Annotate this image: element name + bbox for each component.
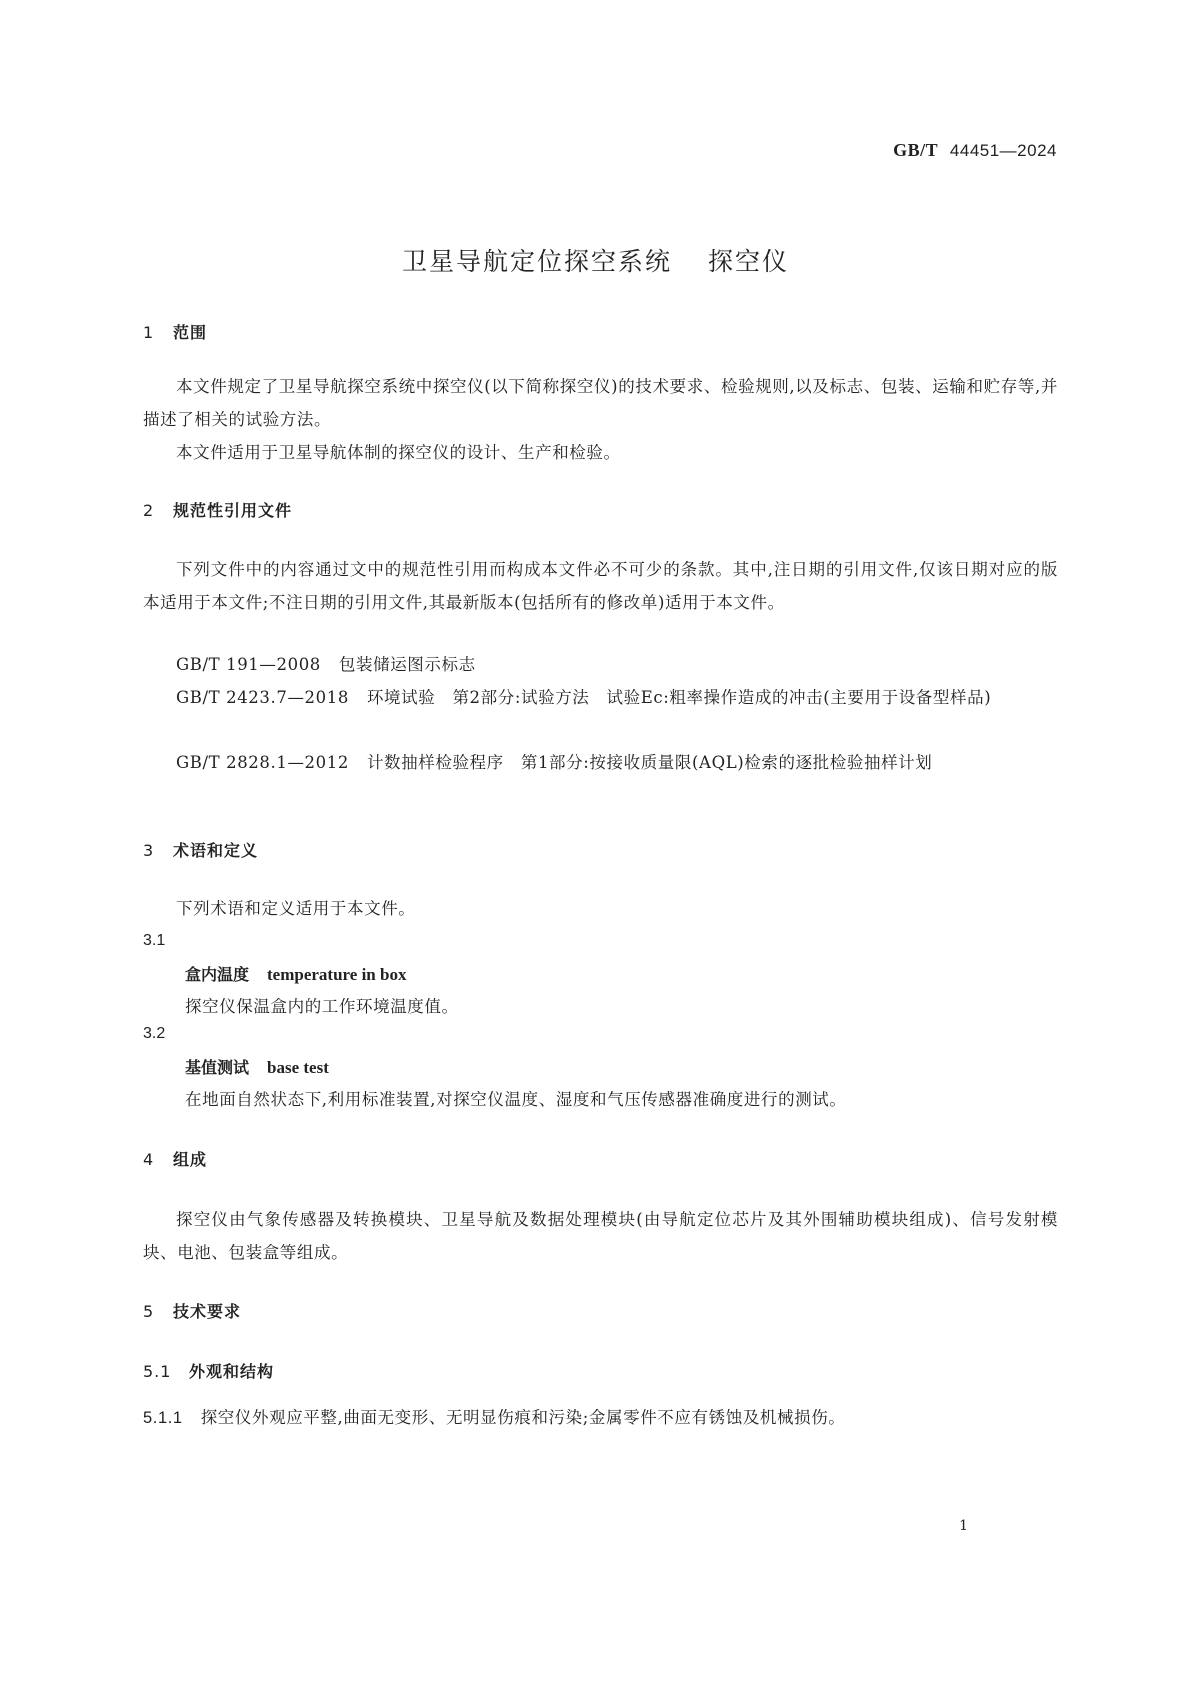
clause-number: 5.1.1 xyxy=(143,1409,183,1427)
term-heading xyxy=(185,1055,329,1078)
section-4-paragraph: 探空仪由气象传感器及转换模块、卫星导航及数据处理模块(由导航定位芯片及其外围辅助模块组成)、信号发射模块、电池、包装盒等组成。 xyxy=(143,1210,1058,1262)
term-zh: 盒内温度 xyxy=(185,965,250,984)
section-5-heading xyxy=(143,1299,241,1322)
term-number: 3.1 xyxy=(143,932,166,949)
clause-text: 探空仪外观应平整,曲面无变形、无明显伤痕和污染;金属零件不应有锈蚀及机械损伤。 xyxy=(200,1408,846,1427)
title-main: 卫星导航定位探空系统 xyxy=(401,247,672,276)
term-definition: 在地面自然状态下,利用标准装置,对探空仪温度、湿度和气压传感器准确度进行的测试。 xyxy=(185,1090,847,1109)
section-title: 范围 xyxy=(173,323,208,342)
section-number: 1 xyxy=(143,323,155,342)
page-number: 1 xyxy=(959,1518,968,1534)
section-number: 4 xyxy=(143,1150,155,1169)
section-number: 2 xyxy=(143,501,155,520)
subsection-title: 外观和结构 xyxy=(189,1362,275,1381)
term-en: base test xyxy=(267,1058,329,1077)
section-4-heading xyxy=(143,1147,207,1170)
reference-code: GB/T 2423.7—2018 xyxy=(176,688,349,707)
document-title xyxy=(0,242,1191,278)
reference-title: 环境试验 第2部分:试验方法 试验Ec:粗率操作造成的冲击(主要用于设备型样品) xyxy=(366,688,992,707)
section-title: 组成 xyxy=(173,1150,208,1169)
reference-title: 计数抽样检验程序 第1部分:按接收质量限(AQL)检索的逐批检验抽样计划 xyxy=(366,753,933,772)
standard-prefix: GB/T xyxy=(893,140,939,160)
section-1-paragraph-2: 本文件适用于卫星导航体制的探空仪的设计、生产和检验。 xyxy=(176,443,621,462)
section-2-paragraph: 下列文件中的内容通过文中的规范性引用而构成本文件必不可少的条款。其中,注日期的引用文件,仅该日期对应的版本适用于本文件;不注日期的引用文件,其最新版本(包括所有的修改单)适用于本文件。 xyxy=(143,560,1058,612)
section-2-heading xyxy=(143,498,292,521)
section-title: 技术要求 xyxy=(173,1302,242,1321)
section-1-paragraph-1: 本文件规定了卫星导航探空系统中探空仪(以下简称探空仪)的技术要求、检验规则,以及标志、包装、运输和贮存等,并描述了相关的试验方法。 xyxy=(143,377,1058,429)
term-zh: 基值测试 xyxy=(185,1058,250,1077)
section-title: 术语和定义 xyxy=(173,841,259,860)
reference-code: GB/T 191—2008 xyxy=(176,655,321,674)
section-number: 3 xyxy=(143,841,155,860)
section-number: 5 xyxy=(143,1302,155,1321)
section-3-heading xyxy=(143,838,258,861)
reference-title: 包装储运图示标志 xyxy=(338,655,476,674)
section-title: 规范性引用文件 xyxy=(173,501,293,520)
reference-item xyxy=(143,681,1058,714)
term-heading xyxy=(185,962,406,985)
term-definition: 探空仪保温盒内的工作环境温度值。 xyxy=(185,997,459,1016)
clause-5-1-1 xyxy=(143,1401,1058,1435)
subsection-number: 5.1 xyxy=(143,1362,172,1381)
section-3-intro: 下列术语和定义适用于本文件。 xyxy=(176,899,416,918)
reference-item xyxy=(143,648,1058,681)
term-number: 3.2 xyxy=(143,1025,166,1042)
reference-code: GB/T 2828.1—2012 xyxy=(176,753,349,772)
standard-code: 44451—2024 xyxy=(949,141,1057,160)
subsection-5-1-heading xyxy=(143,1359,274,1382)
section-1-heading xyxy=(143,320,207,343)
term-en: temperature in box xyxy=(267,965,407,984)
standard-number xyxy=(893,140,1057,161)
reference-item xyxy=(143,746,1058,779)
title-sub: 探空仪 xyxy=(708,247,790,276)
